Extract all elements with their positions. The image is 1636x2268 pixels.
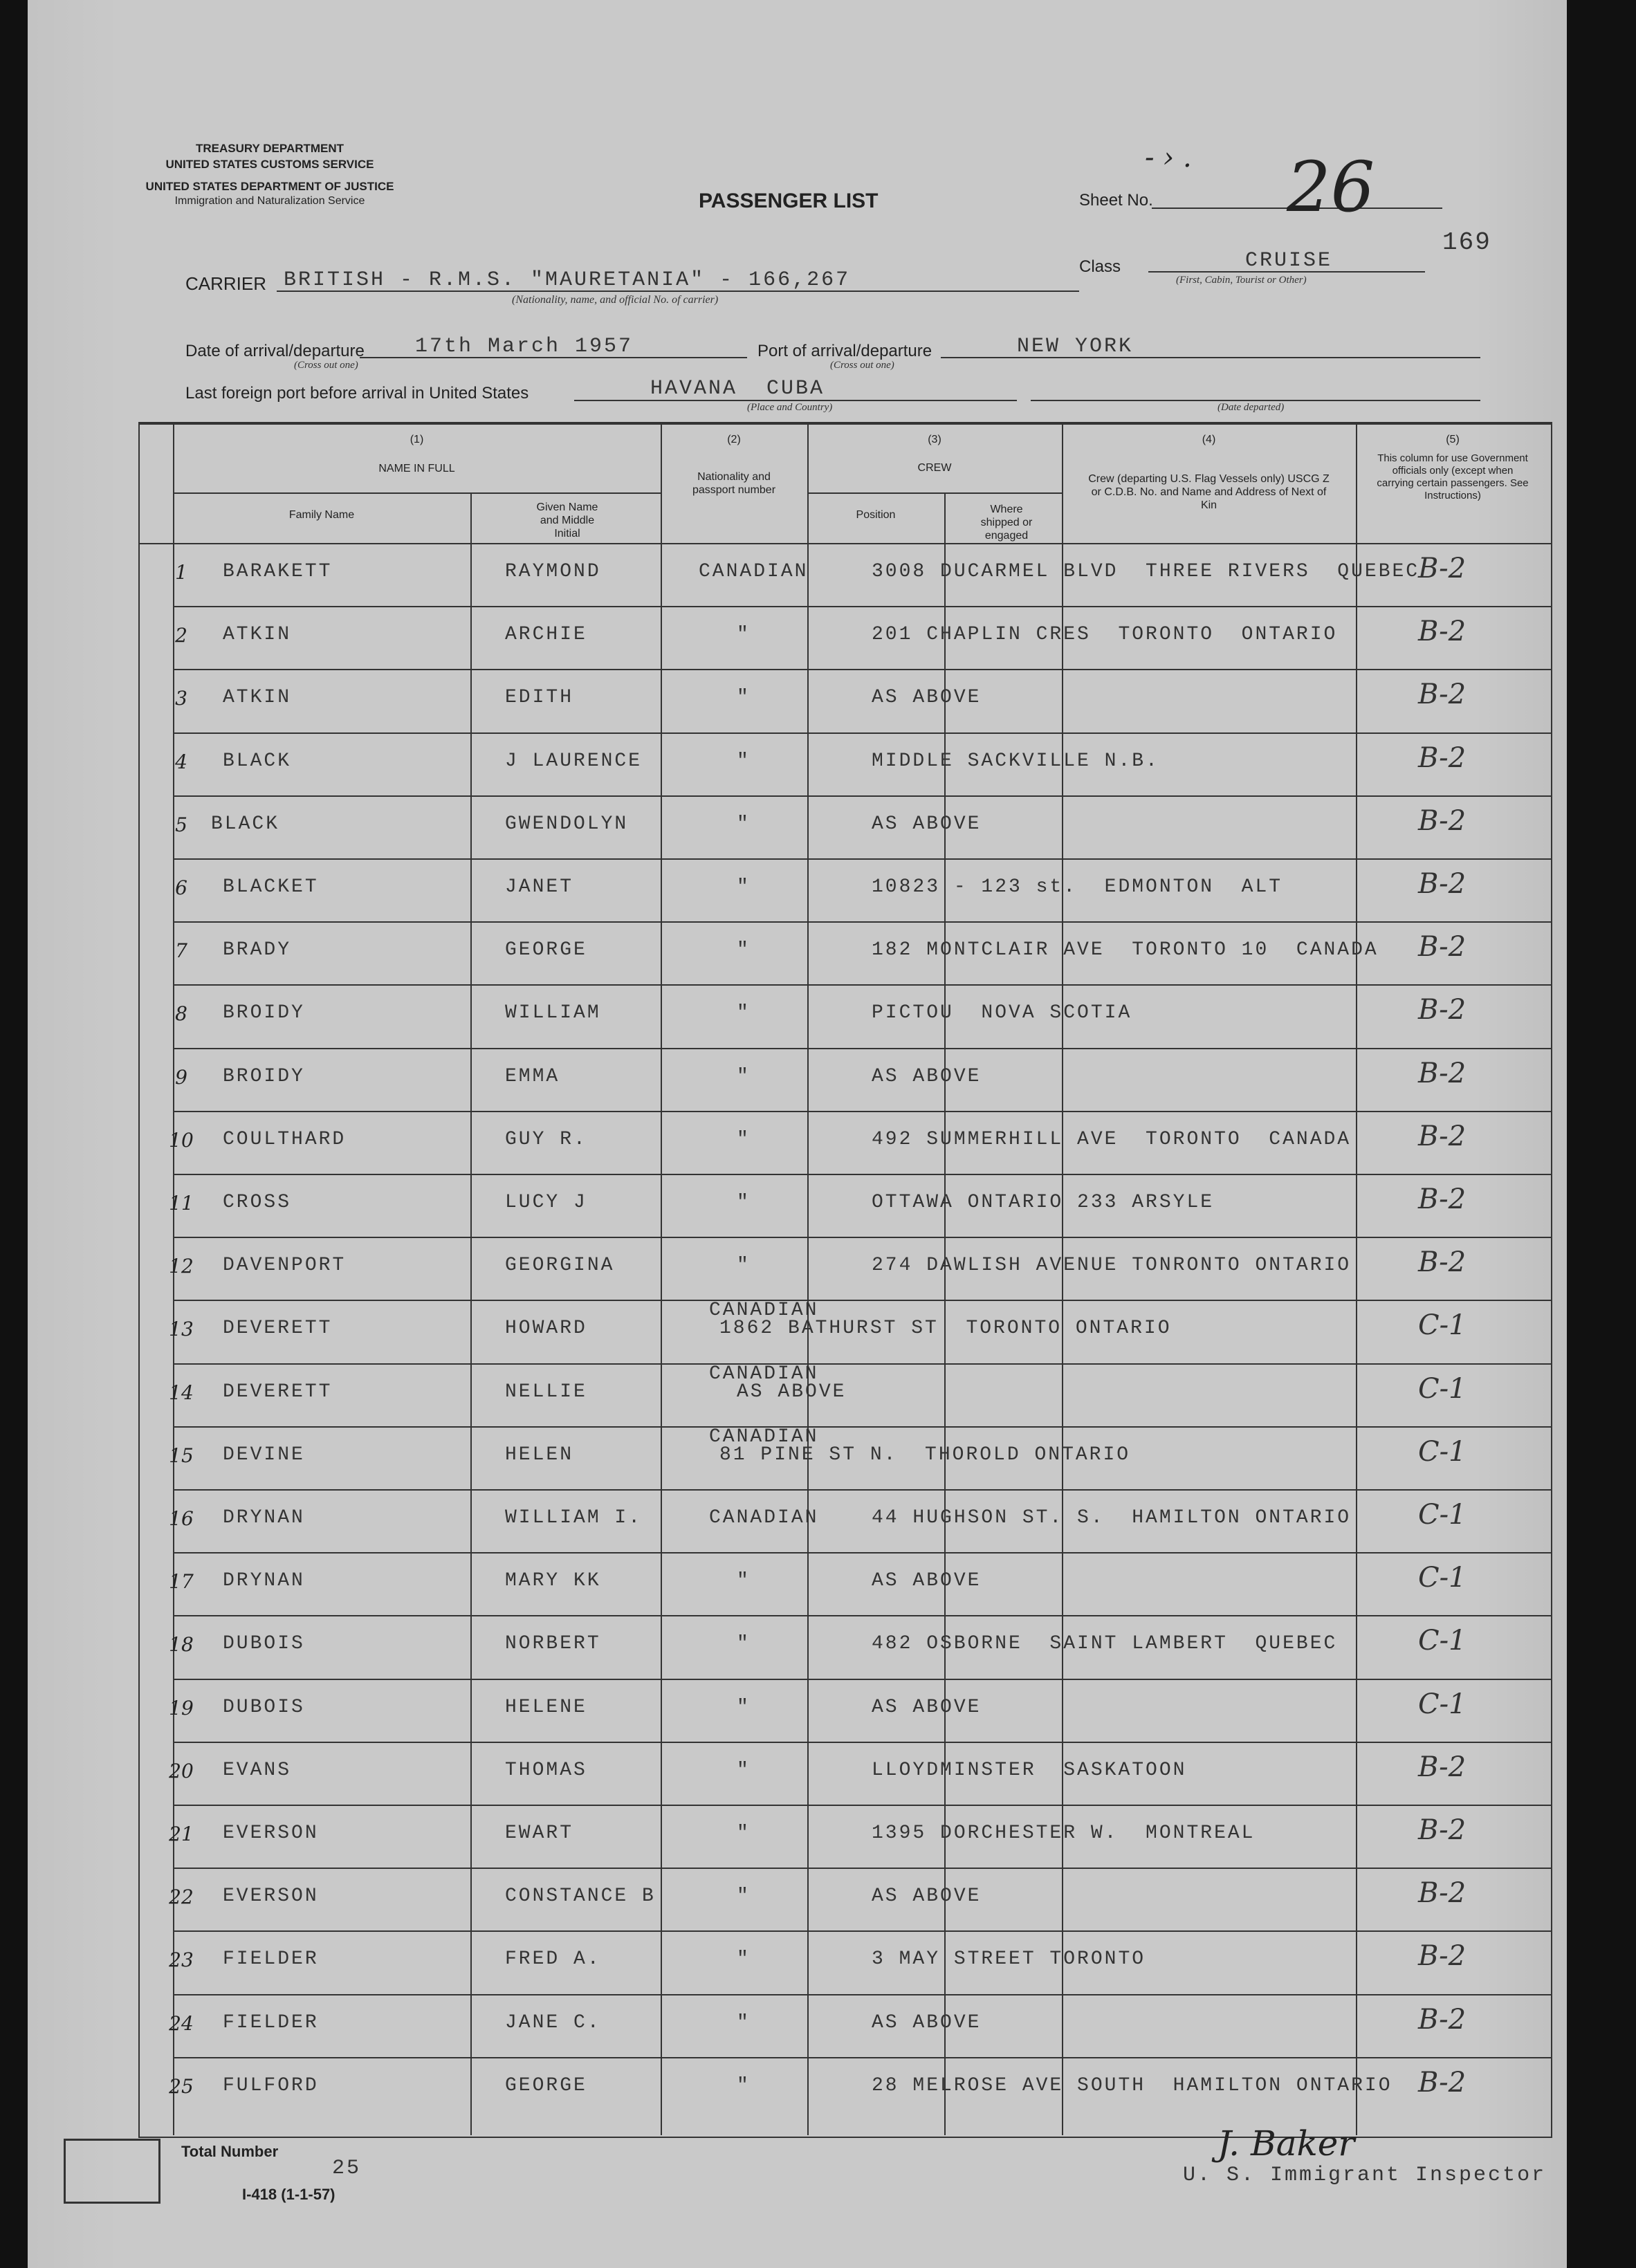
nationality: " xyxy=(737,2074,751,2096)
family-name: DRYNAN xyxy=(223,1507,305,1529)
inspector-title: U. S. Immigrant Inspector xyxy=(1183,2164,1547,2187)
passenger-table xyxy=(138,422,1552,2138)
official-code: B-2 xyxy=(1418,1246,1467,1279)
official-code: B-2 xyxy=(1418,1751,1467,1783)
nationality: " xyxy=(737,1886,751,1908)
next-of-kin-address: 201 CHAPLIN CRES TORONTO ONTARIO xyxy=(872,624,1338,646)
next-of-kin-address: 492 SUMMERHILL AVE TORONTO CANADA xyxy=(872,1128,1352,1150)
official-code: C-1 xyxy=(1418,1499,1467,1531)
official-code: C-1 xyxy=(1418,1435,1467,1468)
next-of-kin-address: PICTOU NOVA SCOTIA xyxy=(872,1002,1132,1024)
col5-title: This column for use Government officials only (except when carrying certain passengers. See Instructions) xyxy=(1377,452,1529,501)
carrier-label: CARRIER xyxy=(185,273,267,294)
port-of-arrival-value: NEW YORK xyxy=(1017,335,1134,358)
nationality: CANADIAN xyxy=(709,1300,819,1322)
row-rule xyxy=(173,1237,1551,1238)
passenger-list-sheet xyxy=(28,0,1567,2268)
row-number: 8 xyxy=(175,1002,187,1026)
next-of-kin-address: 182 MONTCLAIR AVE TORONTO 10 CANADA xyxy=(872,939,1379,961)
nationality: " xyxy=(737,687,751,709)
row-rule xyxy=(173,732,1551,734)
date-of-arrival-label: Date of arrival/departure xyxy=(185,342,365,360)
family-name: BRADY xyxy=(223,939,292,961)
family-name: EVERSON xyxy=(223,1886,319,1908)
official-code: B-2 xyxy=(1418,1057,1467,1089)
next-of-kin-address: MIDDLE SACKVILLE N.B. xyxy=(872,750,1159,772)
family-name: BLACK xyxy=(211,813,280,835)
official-code: B-2 xyxy=(1418,616,1467,648)
official-code: B-2 xyxy=(1418,679,1467,711)
table-rule-v6 xyxy=(1356,423,1357,2135)
next-of-kin-address: 3 MAY STREET TORONTO xyxy=(872,1948,1146,1971)
family-name: BROIDY xyxy=(223,1002,305,1024)
row-rule xyxy=(173,1930,1551,1932)
official-code: C-1 xyxy=(1418,1372,1467,1405)
family-name: DUBOIS xyxy=(223,1633,305,1655)
given-name: HOWARD xyxy=(505,1318,587,1340)
family-name: DEVINE xyxy=(223,1444,305,1466)
table-rule-v0 xyxy=(173,423,174,2135)
date-caption: (Cross out one) xyxy=(294,360,358,371)
carrier-value: BRITISH - R.M.S. "MAURETANIA" - 166,267 xyxy=(284,268,851,292)
given-name: GUY R. xyxy=(505,1128,587,1150)
next-of-kin-address: LLOYDMINSTER SASKATOON xyxy=(872,1759,1187,1781)
nationality: " xyxy=(737,1255,751,1277)
given-name: NORBERT xyxy=(505,1633,601,1655)
nationality: " xyxy=(737,1065,751,1087)
family-name: COULTHARD xyxy=(223,1128,347,1150)
row-rule xyxy=(173,984,1551,986)
nationality: " xyxy=(737,1948,751,1971)
official-code: C-1 xyxy=(1418,1625,1467,1657)
form-number: I-418 (1-1-57) xyxy=(242,2186,336,2203)
official-code: C-1 xyxy=(1418,1688,1467,1720)
agency-line-1: TREASURY DEPARTMENT xyxy=(195,142,344,155)
col3-number: (3) xyxy=(928,434,941,445)
official-code: B-2 xyxy=(1418,741,1467,774)
next-of-kin-address: 81 PINE ST N. THOROLD ONTARIO xyxy=(719,1444,1131,1466)
nationality: " xyxy=(737,1192,751,1213)
official-code: B-2 xyxy=(1418,804,1467,837)
nationality: CANADIAN xyxy=(699,561,809,582)
row-rule xyxy=(173,1489,1551,1491)
row-rule xyxy=(173,795,1551,797)
nationality: " xyxy=(737,2011,751,2034)
row-rule xyxy=(173,1805,1551,1806)
official-code: B-2 xyxy=(1418,868,1467,900)
official-code: B-2 xyxy=(1418,931,1467,964)
next-of-kin-address: 10823 - 123 st. EDMONTON ALT xyxy=(872,876,1283,898)
family-name: CROSS xyxy=(223,1192,292,1213)
given-name: GEORGE xyxy=(505,939,587,961)
nationality: " xyxy=(737,1696,751,1718)
nationality: " xyxy=(737,1759,751,1781)
last-port-label: Last foreign port before arrival in United States xyxy=(185,384,529,403)
nationality: " xyxy=(737,876,751,898)
nationality: " xyxy=(737,1570,751,1592)
row-rule xyxy=(173,1426,1551,1428)
family-name: BROIDY xyxy=(223,1065,305,1087)
total-number-value: 25 xyxy=(332,2157,362,2180)
row-rule xyxy=(173,606,1551,607)
family-name: ATKIN xyxy=(223,624,292,646)
family-name: EVANS xyxy=(223,1759,292,1781)
official-code: B-2 xyxy=(1418,1814,1467,1846)
nationality: " xyxy=(737,813,751,835)
row-rule xyxy=(173,1111,1551,1112)
row-rule xyxy=(173,1552,1551,1554)
given-name: GWENDOLYN xyxy=(505,813,629,835)
row-number: 6 xyxy=(175,876,187,899)
row-rule xyxy=(173,921,1551,923)
next-of-kin-address: AS ABOVE xyxy=(872,813,982,835)
nationality: " xyxy=(737,624,751,646)
nationality: " xyxy=(737,939,751,961)
dash-mark: - › . xyxy=(1145,142,1192,174)
official-code: B-2 xyxy=(1418,1183,1467,1215)
row-number: 4 xyxy=(175,750,187,773)
nationality: CANADIAN xyxy=(709,1507,819,1529)
family-name: DUBOIS xyxy=(223,1696,305,1718)
family-name: DRYNAN xyxy=(223,1570,305,1592)
row-rule xyxy=(173,1174,1551,1175)
given-name: GEORGINA xyxy=(505,1255,615,1277)
table-rule-h-sub2 xyxy=(807,492,1062,494)
nationality: " xyxy=(737,1002,751,1024)
row-number: 25 xyxy=(169,2074,194,2098)
table-rule-v2 xyxy=(661,423,662,2135)
sheet-no-label: Sheet No. xyxy=(1079,191,1153,210)
next-of-kin-address: 1862 BATHURST ST TORONTO ONTARIO xyxy=(719,1318,1172,1340)
family-name: FIELDER xyxy=(223,2011,319,2034)
row-number: 23 xyxy=(169,1948,194,1972)
row-number: 13 xyxy=(169,1318,194,1341)
row-number: 20 xyxy=(169,1759,194,1782)
date-departed-caption: (Date departed) xyxy=(1217,402,1285,413)
family-name: FULFORD xyxy=(223,2074,319,2096)
table-rule-h-sub xyxy=(173,492,661,494)
family-name: FIELDER xyxy=(223,1948,319,1971)
last-port-caption: (Place and Country) xyxy=(747,402,833,413)
given-name: JANET xyxy=(505,876,574,898)
given-name: WILLIAM I. xyxy=(505,1507,643,1529)
row-rule xyxy=(173,1868,1551,1869)
family-name: DAVENPORT xyxy=(223,1255,347,1277)
family-name: DEVERETT xyxy=(223,1381,333,1403)
table-rule-v3 xyxy=(807,423,809,2135)
nationality: CANADIAN xyxy=(709,1426,819,1448)
nationality: " xyxy=(737,1128,751,1150)
class-value: CRUISE xyxy=(1245,249,1333,273)
row-number: 22 xyxy=(169,1886,194,1909)
agency-line-3: UNITED STATES DEPARTMENT OF JUSTICE xyxy=(145,180,394,193)
col2-title: Nationality and passport number xyxy=(692,471,776,496)
given-name: JANE C. xyxy=(505,2011,601,2034)
col3-title: CREW xyxy=(917,462,952,474)
official-code: B-2 xyxy=(1418,1877,1467,1910)
row-number: 7 xyxy=(175,939,187,963)
row-rule xyxy=(173,1048,1551,1049)
row-number: 17 xyxy=(169,1570,194,1594)
row-rule xyxy=(173,1994,1551,1995)
family-name: BLACKET xyxy=(223,876,319,898)
col1a-header: Family Name xyxy=(288,509,355,521)
row-rule xyxy=(173,1742,1551,1743)
next-of-kin-address: 3008 DUCARMEL BLVD THREE RIVERS QUEBEC xyxy=(872,561,1420,582)
official-code: B-2 xyxy=(1418,2003,1467,2036)
next-of-kin-address: AS ABOVE xyxy=(872,2011,982,2034)
page-title: PASSENGER LIST xyxy=(699,190,879,212)
col1-title: NAME IN FULL xyxy=(378,463,455,474)
next-of-kin-address: AS ABOVE xyxy=(872,1065,982,1087)
inspector-signature: J. Baker xyxy=(1217,2123,1355,2164)
class-caption: (First, Cabin, Tourist or Other) xyxy=(1176,275,1307,286)
next-of-kin-address: 28 MELROSE AVE SOUTH HAMILTON ONTARIO xyxy=(872,2074,1393,2096)
agency-line-4: Immigration and Naturalization Service xyxy=(174,195,365,207)
given-name: HELENE xyxy=(505,1696,587,1718)
col2-number: (2) xyxy=(727,434,741,445)
given-name: MARY KK xyxy=(505,1570,601,1592)
total-number-label: Total Number xyxy=(181,2143,279,2160)
row-number: 19 xyxy=(169,1696,194,1720)
family-name: BARAKETT xyxy=(223,561,333,582)
row-rule xyxy=(173,1615,1551,1616)
official-code: B-2 xyxy=(1418,553,1467,584)
row-number: 9 xyxy=(175,1065,187,1089)
row-number: 10 xyxy=(169,1128,194,1152)
given-name: THOMAS xyxy=(505,1759,587,1781)
official-code: B-2 xyxy=(1418,2066,1467,2099)
col4-title: Crew (departing U.S. Flag Vessels only) USCG Z or C.D.B. No. and Name and Address of Next of Kin xyxy=(1088,473,1330,511)
nationality: " xyxy=(737,750,751,772)
given-name: EWART xyxy=(505,1823,574,1844)
given-name: ARCHIE xyxy=(505,624,587,646)
given-name: CONSTANCE B xyxy=(505,1886,656,1908)
given-name: FRED A. xyxy=(505,1948,601,1971)
row-number: 16 xyxy=(169,1507,194,1530)
port-caption: (Cross out one) xyxy=(830,360,894,371)
official-code: C-1 xyxy=(1418,1309,1467,1342)
row-number: 24 xyxy=(169,2011,194,2035)
next-of-kin-address: AS ABOVE xyxy=(872,1570,982,1592)
table-rule-v5 xyxy=(1062,423,1063,2135)
row-rule xyxy=(173,669,1551,670)
row-number: 12 xyxy=(169,1255,194,1278)
agency-line-2: UNITED STATES CUSTOMS SERVICE xyxy=(165,158,374,171)
family-name: ATKIN xyxy=(223,687,292,709)
given-name: GEORGE xyxy=(505,2074,587,2096)
row-rule xyxy=(173,1300,1551,1301)
row-number: 15 xyxy=(169,1444,194,1467)
given-name: RAYMOND xyxy=(505,561,601,582)
carrier-caption: (Nationality, name, and official No. of carrier) xyxy=(512,294,719,306)
next-of-kin-address: AS ABOVE xyxy=(872,687,982,709)
official-code: C-1 xyxy=(1418,1562,1467,1594)
col1-number: (1) xyxy=(410,434,424,445)
next-of-kin-address: AS ABOVE xyxy=(872,1886,982,1908)
given-name: NELLIE xyxy=(505,1381,587,1403)
row-rule xyxy=(173,1679,1551,1680)
row-number: 21 xyxy=(169,1823,194,1845)
given-name: HELEN xyxy=(505,1444,574,1466)
page-stamp-number: 169 xyxy=(1442,228,1491,257)
col5-number: (5) xyxy=(1446,434,1460,445)
date-of-arrival-value: 17th March 1957 xyxy=(415,335,634,358)
row-number: 1 xyxy=(175,561,187,584)
next-of-kin-address: AS ABOVE xyxy=(872,1696,982,1718)
next-of-kin-address: AS ABOVE xyxy=(737,1381,847,1403)
sheet-no-value: 26 xyxy=(1287,147,1375,228)
date-departed-underline xyxy=(1031,400,1480,401)
given-name: EDITH xyxy=(505,687,574,709)
row-number: 14 xyxy=(169,1381,194,1404)
official-code: B-2 xyxy=(1418,1940,1467,1973)
family-name: EVERSON xyxy=(223,1823,319,1844)
official-code: B-2 xyxy=(1418,1120,1467,1152)
row-number: 2 xyxy=(175,624,187,647)
col3b-header: Where shipped or engaged xyxy=(980,504,1033,542)
next-of-kin-address: 44 HUGHSON ST. S. HAMILTON ONTARIO xyxy=(872,1507,1352,1529)
next-of-kin-address: 274 DAWLISH AVENUE TONRONTO ONTARIO xyxy=(872,1255,1352,1277)
row-rule xyxy=(173,858,1551,860)
next-of-kin-address: 482 OSBORNE SAINT LAMBERT QUEBEC xyxy=(872,1633,1338,1655)
col1b-header: Given Name and Middle Initial xyxy=(536,501,598,540)
row-rule xyxy=(173,1363,1551,1365)
table-rule-v1 xyxy=(470,492,472,2135)
given-name: LUCY J xyxy=(505,1192,587,1213)
col4-number: (4) xyxy=(1202,434,1216,445)
official-code: B-2 xyxy=(1418,994,1467,1026)
col3a-header: Position xyxy=(856,509,896,521)
port-of-arrival-label: Port of arrival/departure xyxy=(757,342,932,360)
row-number: 11 xyxy=(169,1192,194,1215)
next-of-kin-address: 1395 DORCHESTER W. MONTREAL xyxy=(872,1823,1256,1844)
last-port-value: HAVANA CUBA xyxy=(650,377,825,400)
row-number: 5 xyxy=(175,813,187,836)
nationality: " xyxy=(737,1633,751,1655)
family-name: BLACK xyxy=(223,750,292,772)
nationality: " xyxy=(737,1823,751,1844)
table-rule-h-head xyxy=(138,543,1551,544)
given-name: EMMA xyxy=(505,1065,560,1087)
nationality: CANADIAN xyxy=(709,1363,819,1385)
row-number: 18 xyxy=(169,1633,194,1657)
given-name: WILLIAM xyxy=(505,1002,601,1024)
row-number: 3 xyxy=(175,687,187,710)
row-rule xyxy=(173,2057,1551,2058)
class-label: Class xyxy=(1079,257,1121,276)
total-box xyxy=(64,2139,160,2204)
family-name: DEVERETT xyxy=(223,1318,333,1340)
next-of-kin-address: OTTAWA ONTARIO 233 ARSYLE xyxy=(872,1192,1215,1213)
given-name: J LAURENCE xyxy=(505,750,643,772)
